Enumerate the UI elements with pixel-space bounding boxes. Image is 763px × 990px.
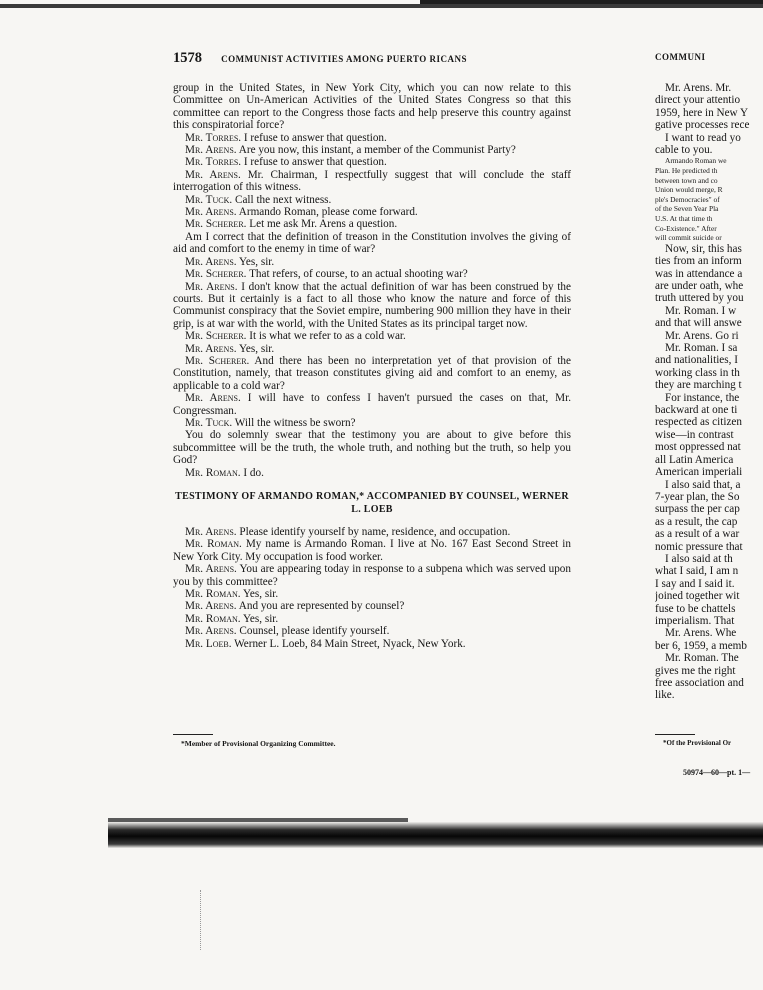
- transcript-paragraph: [173, 538, 571, 563]
- right-fragment-line: I want to read yo: [665, 131, 741, 144]
- right-fragment-line: surpass the per cap: [655, 503, 740, 516]
- right-fragment-line: between town and co: [655, 175, 718, 185]
- right-fragment-line: Mr. Roman. I sa: [665, 342, 738, 355]
- right-fragment-line: 7-year plan, the So: [655, 490, 740, 503]
- right-fragment-line: cable to you.: [655, 144, 713, 157]
- paragraph-text: You are appearing today in response to a subpena which was served upon you by this committee?: [173, 563, 571, 588]
- transcript-paragraph: [173, 588, 571, 600]
- paragraph-text: Will the witness be sworn?: [232, 416, 356, 429]
- speaker-name: Mr. Arens.: [185, 168, 241, 181]
- speaker-name: Mr. Scherer.: [185, 330, 247, 343]
- transcript-paragraph: [173, 206, 571, 218]
- right-footnote: *Of the Provisional Or: [663, 739, 732, 747]
- transcript-paragraph: [173, 417, 571, 429]
- right-fragment-line: Union would merge, R: [655, 185, 723, 195]
- speaker-name: Mr. Tuck.: [185, 193, 233, 206]
- transcript-paragraph: [173, 330, 571, 342]
- transcript-part-1: [173, 82, 571, 479]
- speaker-name: Mr. Roman.: [185, 588, 241, 601]
- right-fragment-line: U.S. At that time th: [655, 214, 713, 223]
- right-fragment-line: Now, sir, this has: [665, 242, 742, 255]
- scan-top-rule: [0, 4, 763, 8]
- transcript-paragraph: [173, 625, 571, 637]
- right-fragment-line: are under oath, whe: [655, 280, 744, 292]
- paragraph-text: I refuse to answer that question.: [241, 156, 387, 169]
- right-fragment-line: For instance, the: [665, 391, 740, 404]
- right-fragment-line: gative processes rece: [655, 119, 750, 132]
- transcript-paragraph: [173, 256, 571, 268]
- right-fragment-line: Mr. Arens. Mr.: [665, 82, 732, 94]
- right-fragment-line: American imperiali: [655, 466, 743, 479]
- transcript-paragraph: [173, 82, 571, 132]
- transcript-paragraph: [173, 144, 571, 156]
- speaker-name: Mr. Arens.: [185, 526, 237, 538]
- right-fragment-line: ties from an inform: [655, 255, 742, 268]
- right-fragment-line: fuse to be chattels: [655, 602, 736, 615]
- right-fragment-line: of the Seven Year Pla: [655, 204, 719, 214]
- right-fragment-line: working class in th: [655, 366, 740, 379]
- paragraph-text: Yes, sir.: [236, 342, 275, 355]
- paragraph-text: Mr. Chairman, I respectfully suggest that will conclude the staff interrogation of this witness.: [173, 168, 572, 194]
- paragraph-text: Yes, sir.: [240, 612, 279, 625]
- speaker-name: Mr. Arens.: [185, 392, 241, 405]
- transcript-paragraph: [173, 355, 571, 392]
- speaker-name: Mr. Torres.: [185, 131, 242, 144]
- testimony-heading: TESTIMONY OF ARMANDO ROMAN,* ACCOMPANIED BY COUNSEL, WERNER L. LOEB: [175, 491, 569, 515]
- page-number: 1578: [173, 50, 202, 66]
- paragraph-text: I will have to confess I haven't pursued the cases on that, Mr. Congressman.: [173, 392, 571, 417]
- right-fragment-line: truth uttered by you: [655, 292, 744, 305]
- transcript-paragraph: [173, 429, 571, 466]
- right-fragment-line: will commit suicide or: [655, 233, 722, 243]
- paragraph-text: Armando Roman, please come forward.: [236, 206, 418, 219]
- transcript-paragraph: [173, 132, 571, 144]
- speaker-name: Mr. Roman.: [185, 538, 242, 551]
- transcript-paragraph: [173, 563, 571, 588]
- paragraph-text: Am I correct that the definition of treason in the Constitution involves the giving of aid and comfort to the enemy in time of war?: [173, 230, 571, 256]
- paragraph-text: That refers, of course, to an actual shooting war?: [246, 268, 468, 281]
- right-fragment-line: Mr. Roman. The: [665, 652, 739, 665]
- right-fragment-line: wise—in contrast: [655, 428, 734, 441]
- speaker-name: Mr. Torres.: [185, 156, 242, 169]
- speaker-name: Mr. Arens.: [185, 144, 237, 157]
- speaker-name: Mr. Tuck.: [185, 416, 233, 429]
- right-fragment-line: Co-Existence." After: [655, 223, 717, 233]
- right-page-fragment: [655, 82, 763, 722]
- transcript-paragraph: [173, 392, 571, 417]
- right-fragment-line: 1959, here in New Y: [655, 106, 749, 119]
- paragraph-text: Yes, sir.: [236, 255, 275, 268]
- speaker-name: Mr. Arens.: [185, 255, 237, 268]
- right-fragment-line: imperialism. That: [655, 614, 735, 627]
- paragraph-text: My name is Armando Roman. I live at No. 167 East Second Street in New York City. My occupation is food worker.: [173, 538, 571, 563]
- speaker-name: Mr. Scherer.: [185, 354, 250, 367]
- speaker-name: Mr. Scherer.: [185, 268, 247, 281]
- transcript-paragraph: [173, 268, 571, 280]
- right-page-running-title: COMMUNI: [655, 52, 706, 62]
- paragraph-text: Please identify yourself by name, residence, and occupation.: [236, 526, 511, 538]
- right-fragment-line: ple's Democracies" of: [655, 194, 720, 204]
- speaker-name: Mr. Roman.: [185, 612, 241, 625]
- right-fragment-line: they are marching t: [655, 379, 742, 392]
- transcript-paragraph: [173, 169, 571, 194]
- scan-speck: [200, 890, 203, 950]
- speaker-name: Mr. Arens.: [185, 563, 237, 576]
- transcript-paragraph: [173, 343, 571, 355]
- right-fragment-line: gives me the right: [655, 664, 736, 677]
- transcript-paragraph: [173, 638, 571, 650]
- transcript-paragraph: [173, 218, 571, 230]
- right-fragment-line: Mr. Arens. Whe: [665, 627, 737, 640]
- paragraph-text: Let me ask Mr. Arens a question.: [246, 218, 398, 231]
- right-fragment-line: and nationalities, I: [655, 354, 738, 367]
- page-header: [173, 50, 573, 67]
- right-fragment-line: I say and I said it.: [655, 577, 735, 590]
- speaker-name: Mr. Scherer.: [185, 218, 247, 231]
- paragraph-text: Counsel, please identify yourself.: [236, 625, 390, 638]
- paragraph-text: Are you now, this instant, a member of the Communist Party?: [236, 144, 516, 157]
- binding-shadow: [108, 822, 763, 848]
- transcript-paragraph: [173, 281, 571, 331]
- transcript-paragraph: [173, 600, 571, 612]
- right-fragment-line: Mr. Arens. Go ri: [665, 329, 739, 342]
- paragraph-text: Yes, sir.: [240, 588, 279, 601]
- right-fragment-line: direct your attentio: [655, 94, 741, 107]
- paragraph-text: I don't know that the actual definition of war has been construed by the courts. But it certainly is a fact to all those who know the nature and force of this Communist conspiracy that the Soviet empire, numbering 900 million they have in their grip, is at war with the world, with the United States as its principal target now.: [173, 280, 571, 330]
- transcript-paragraph: [173, 467, 571, 479]
- transcript-paragraph: [173, 231, 571, 256]
- print-code: 50974—60—pt. 1—: [683, 768, 751, 777]
- right-fragment-line: as a result, the cap: [655, 515, 738, 528]
- running-title: COMMUNIST ACTIVITIES AMONG PUERTO RICANS: [221, 54, 468, 64]
- right-fragment-line: I also said at th: [665, 552, 733, 565]
- right-fragment-line: free association and: [655, 677, 744, 689]
- transcript-paragraph: [173, 156, 571, 168]
- paragraph-text: Werner L. Loeb, 84 Main Street, Nyack, New York.: [231, 637, 466, 650]
- paragraph-text: Call the next witness.: [232, 193, 332, 206]
- paragraph-text: I refuse to answer that question.: [241, 131, 387, 144]
- right-fragment-line: ber 6, 1959, a memb: [655, 639, 747, 652]
- speaker-name: Mr. Roman.: [185, 466, 241, 479]
- right-fragment-line: Armando Roman we: [665, 156, 727, 166]
- transcript-part-2: [173, 526, 571, 650]
- right-fragment-line: and that will answe: [655, 317, 742, 330]
- transcript-paragraph: [173, 613, 571, 625]
- right-fragment-line: respected as citizen: [655, 416, 742, 429]
- paragraph-text: You do solemnly swear that the testimony you are about to give before this subcommittee will be the truth, the whole truth, and nothing but the truth, so help you God?: [173, 429, 571, 467]
- right-fragment-line: was in attendance a: [655, 267, 743, 280]
- right-fragment-line: as a result of a war: [655, 528, 740, 541]
- speaker-name: Mr. Arens.: [185, 342, 237, 355]
- speaker-name: Mr. Arens.: [185, 625, 237, 638]
- paragraph-text: group in the United States, in New York City, which you can now relate to this Committee on Un-American Activities of the United States Congress so that this committee can report to the Congress those facts and help preserve this country against this conspiratorial force?: [173, 82, 571, 132]
- speaker-name: Mr. Arens.: [185, 600, 237, 613]
- right-fragment-line: Plan. He predicted th: [655, 166, 718, 176]
- right-fragment-line: all Latin America: [655, 453, 734, 466]
- speaker-name: Mr. Loeb.: [185, 637, 232, 650]
- right-fragment-line: what I said, I am n: [655, 565, 739, 578]
- right-fragment-line: Mr. Roman. I w: [665, 304, 737, 317]
- right-fragment-line: joined together wit: [655, 590, 740, 603]
- transcript-paragraph: [173, 194, 571, 206]
- right-footnote-rule: [655, 734, 695, 735]
- footnote-rule: [173, 734, 213, 735]
- right-fragment-line: I also said that, a: [665, 478, 741, 491]
- right-fragment-line: most oppressed nat: [655, 441, 741, 454]
- right-fragment-line: nomic pressure that: [655, 540, 743, 553]
- paragraph-text: It is what we refer to as a cold war.: [246, 330, 406, 343]
- footnote: *Member of Provisional Organizing Committee.: [181, 739, 336, 748]
- speaker-name: Mr. Arens.: [185, 206, 237, 219]
- paragraph-text: And you are represented by counsel?: [236, 600, 405, 613]
- paragraph-text: I do.: [240, 466, 264, 479]
- transcript-paragraph: [173, 526, 571, 538]
- speaker-name: Mr. Arens.: [185, 280, 238, 293]
- right-fragment-line: like.: [655, 689, 675, 702]
- right-fragment-line: backward at one ti: [655, 404, 738, 417]
- left-column-text: [173, 82, 571, 650]
- paragraph-text: And there has been no interpretation yet of that provision of the Constitution, namely, that treason constitutes giving aid and comfort to an enemy, as applicable to a cold war?: [173, 354, 571, 392]
